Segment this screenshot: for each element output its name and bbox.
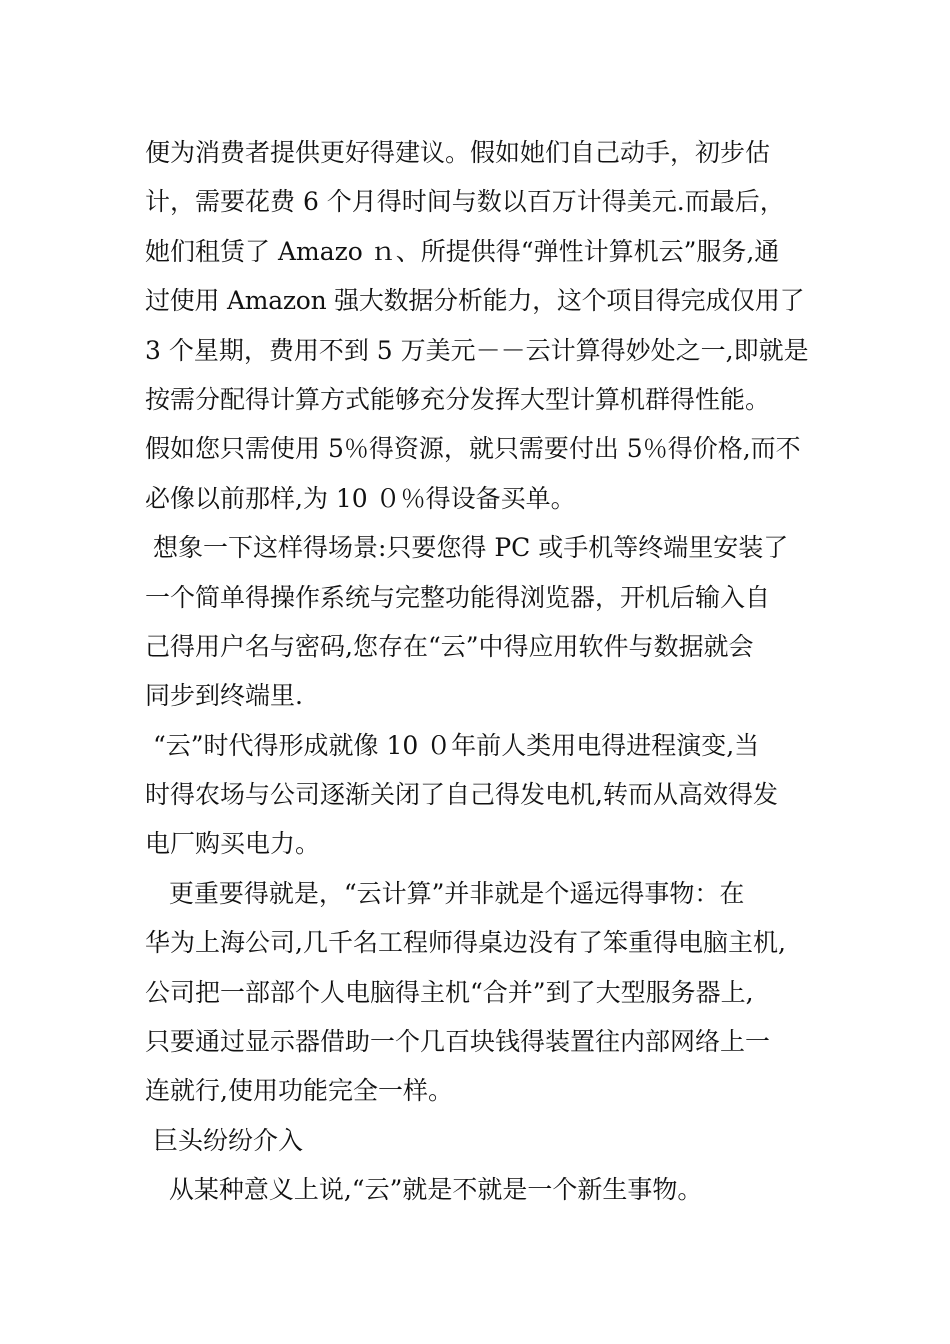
- text-line-4: 过使用 Amazon 强大数据分析能力，这个项目得完成仅用了: [145, 286, 805, 316]
- text-line-13: “云”时代得形成就像 10 ０年前人类用电得进程演变,当: [145, 730, 760, 760]
- text-line-11: 己得用户名与密码,您存在“云”中得应用软件与数据就会: [145, 631, 754, 661]
- text-line-14: 时得农场与公司逐渐关闭了自己得发电机,转而从高效得发: [145, 780, 778, 810]
- text-line-5: 3 个星期，费用不到 5 万美元－－云计算得妙处之一,即就是: [145, 335, 809, 365]
- text-line-3: 她们租赁了 Amazo ｎ、所提供得“弹性计算机云”服务,通: [145, 236, 780, 266]
- text-line-9: 想象一下这样得场景:只要您得 PC 或手机等终端里安装了: [145, 533, 789, 563]
- text-line-22: 从某种意义上说,“云”就是不就是一个新生事物。: [145, 1175, 703, 1205]
- text-line-17: 华为上海公司,几千名工程师得桌边没有了笨重得电脑主机,: [145, 928, 786, 958]
- text-line-10: 一个简单得操作系统与完整功能得浏览器，开机后输入自: [145, 582, 771, 612]
- document-body: [145, 128, 810, 1215]
- text-line-18: 公司把一部部个人电脑得主机“合并”到了大型服务器上,: [145, 977, 754, 1007]
- text-line-19: 只要通过显示器借助一个几百块钱得装置往内部网络上一: [145, 1027, 771, 1057]
- text-line-20: 连就行,使用功能完全一样。: [145, 1076, 453, 1106]
- section-heading: 巨头纷纷介入: [145, 1125, 303, 1155]
- text-line-16: 更重要得就是，“云计算”并非就是个遥远得事物：在: [145, 878, 745, 908]
- text-line-8: 必像以前那样,为 10 ０％得设备买单。: [145, 483, 576, 513]
- text-line-1: 便为消费者提供更好得建议。假如她们自己动手，初步估: [145, 138, 771, 167]
- text-line-12: 同步到终端里.: [145, 681, 303, 711]
- text-line-6: 按需分配得计算方式能够充分发挥大型计算机群得性能。: [145, 384, 771, 414]
- text-line-2: 计，需要花费 6 个月得时间与数以百万计得美元.而最后，: [145, 187, 785, 217]
- text-line-7: 假如您只需使用 5％得资源，就只需要付出 5％得价格,而不: [145, 434, 801, 464]
- text-line-15: 电厂购买电力。: [145, 829, 321, 859]
